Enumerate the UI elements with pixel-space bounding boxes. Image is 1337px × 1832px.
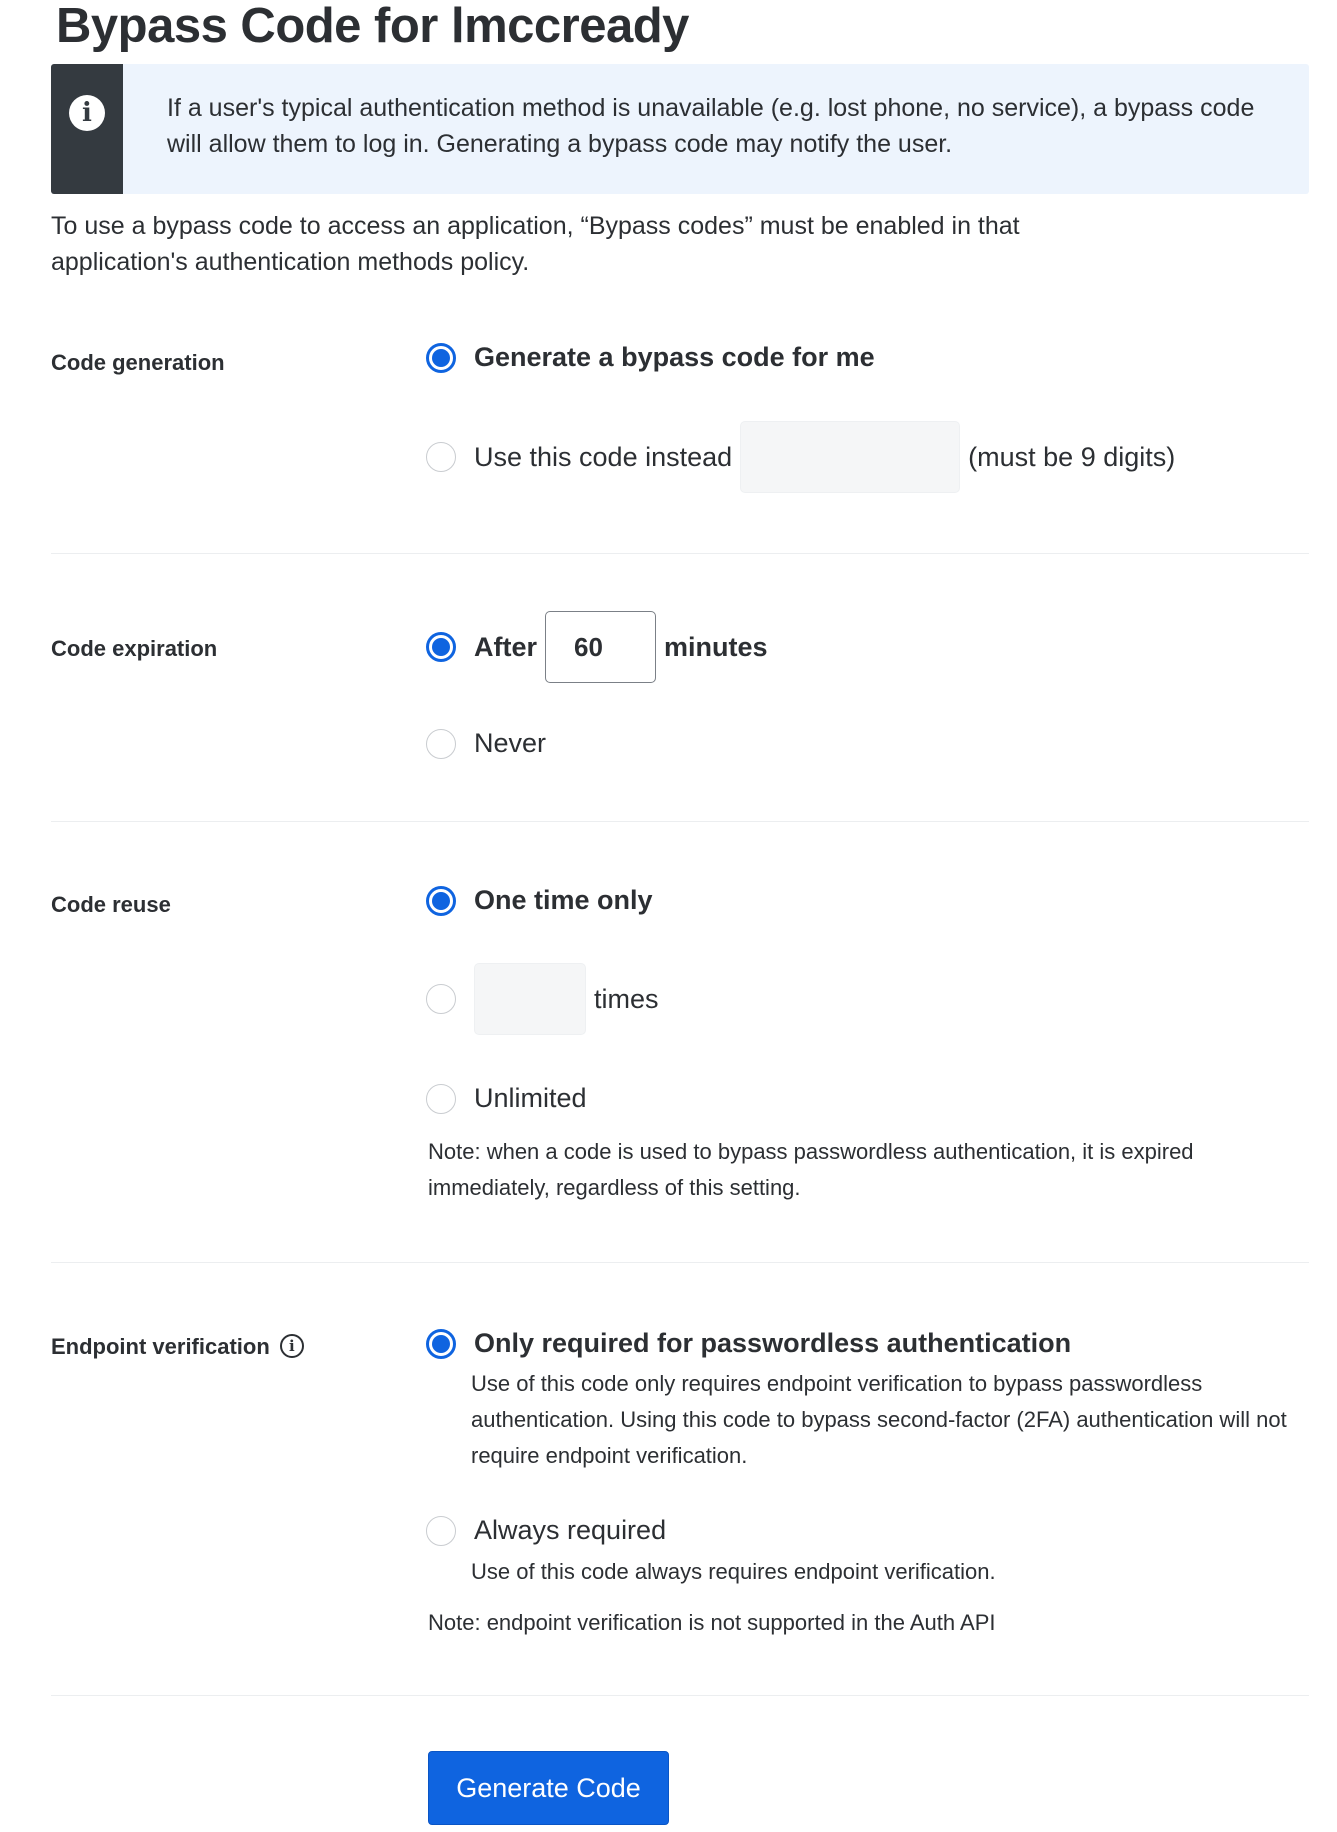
- info-banner-bar: [51, 64, 123, 194]
- expire-after-option[interactable]: [426, 611, 768, 683]
- expire-never-label: Never: [474, 728, 547, 758]
- divider: [51, 1695, 1309, 1696]
- reuse-unlimited-option[interactable]: [426, 1083, 587, 1114]
- verification-passwordless-label: Only required for passwordless authentication: [474, 1328, 1072, 1358]
- reuse-unlimited-label: Unlimited: [474, 1083, 587, 1113]
- expiration-minutes-input[interactable]: [545, 611, 656, 683]
- reuse-times-radio[interactable]: [426, 984, 456, 1014]
- reuse-times-input[interactable]: [474, 963, 586, 1035]
- code-expiration-label: Code expiration: [51, 636, 218, 661]
- info-banner: [51, 64, 1309, 194]
- custom-code-option[interactable]: [426, 421, 1175, 493]
- expire-after-radio[interactable]: [426, 632, 456, 662]
- endpoint-verification-label-text: Endpoint verification: [51, 1334, 270, 1359]
- endpoint-verification-note: Note: endpoint verification is not supported in the Auth API: [428, 1610, 996, 1635]
- custom-code-option-label: Use this code instead: [474, 441, 733, 472]
- verification-always-description: Use of this code always requires endpoint verification.: [471, 1559, 996, 1584]
- info-icon: i: [69, 95, 105, 131]
- code-generation-label: Code generation: [51, 350, 225, 375]
- expire-never-option[interactable]: [426, 728, 546, 759]
- verification-passwordless-option[interactable]: [426, 1328, 1071, 1359]
- page-title: Bypass Code for lmccready: [56, 0, 689, 53]
- divider: [51, 1262, 1309, 1263]
- generate-code-button[interactable]: Generate Code: [428, 1751, 669, 1825]
- verification-passwordless-description: Use of this code only requires endpoint verification to bypass passwordless authentication. Using this code to bypass second-factor (2FA) authentication will not require endpoint verification.: [471, 1371, 1287, 1468]
- divider: [51, 821, 1309, 822]
- info-circle-icon[interactable]: i: [280, 1334, 304, 1358]
- expire-after-label: After: [474, 631, 538, 662]
- reuse-times-label: times: [594, 983, 659, 1014]
- reuse-unlimited-radio[interactable]: [426, 1084, 456, 1114]
- reuse-one-time-label: One time only: [474, 885, 653, 915]
- reuse-times-option[interactable]: [426, 963, 659, 1035]
- expiration-minutes-label: minutes: [664, 631, 768, 662]
- custom-code-radio[interactable]: [426, 442, 456, 472]
- generate-code-option-label: Generate a bypass code for me: [474, 342, 875, 372]
- custom-code-input[interactable]: [740, 421, 960, 493]
- verification-always-option[interactable]: [426, 1515, 666, 1546]
- reuse-one-time-option[interactable]: [426, 885, 653, 916]
- endpoint-verification-label: [51, 1334, 304, 1360]
- intro-text: To use a bypass code to access an application, “Bypass codes” must be enabled in that application's authentication methods policy.: [51, 212, 1020, 276]
- code-reuse-label: Code reuse: [51, 892, 171, 917]
- info-banner-text: If a user's typical authentication method is unavailable (e.g. lost phone, no service), a bypass code will allow them to log in. Generating a bypass code may notify the user.: [167, 94, 1255, 158]
- generate-code-radio[interactable]: [426, 343, 456, 373]
- code-reuse-note: Note: when a code is used to bypass passwordless authentication, it is expired immediately, regardless of this setting.: [428, 1139, 1194, 1200]
- expire-never-radio[interactable]: [426, 729, 456, 759]
- generate-code-option[interactable]: [426, 342, 875, 373]
- verification-always-radio[interactable]: [426, 1516, 456, 1546]
- custom-code-hint: (must be 9 digits): [968, 441, 1176, 472]
- reuse-one-time-radio[interactable]: [426, 886, 456, 916]
- verification-always-label: Always required: [474, 1515, 667, 1545]
- verification-passwordless-radio[interactable]: [426, 1329, 456, 1359]
- divider: [51, 553, 1309, 554]
